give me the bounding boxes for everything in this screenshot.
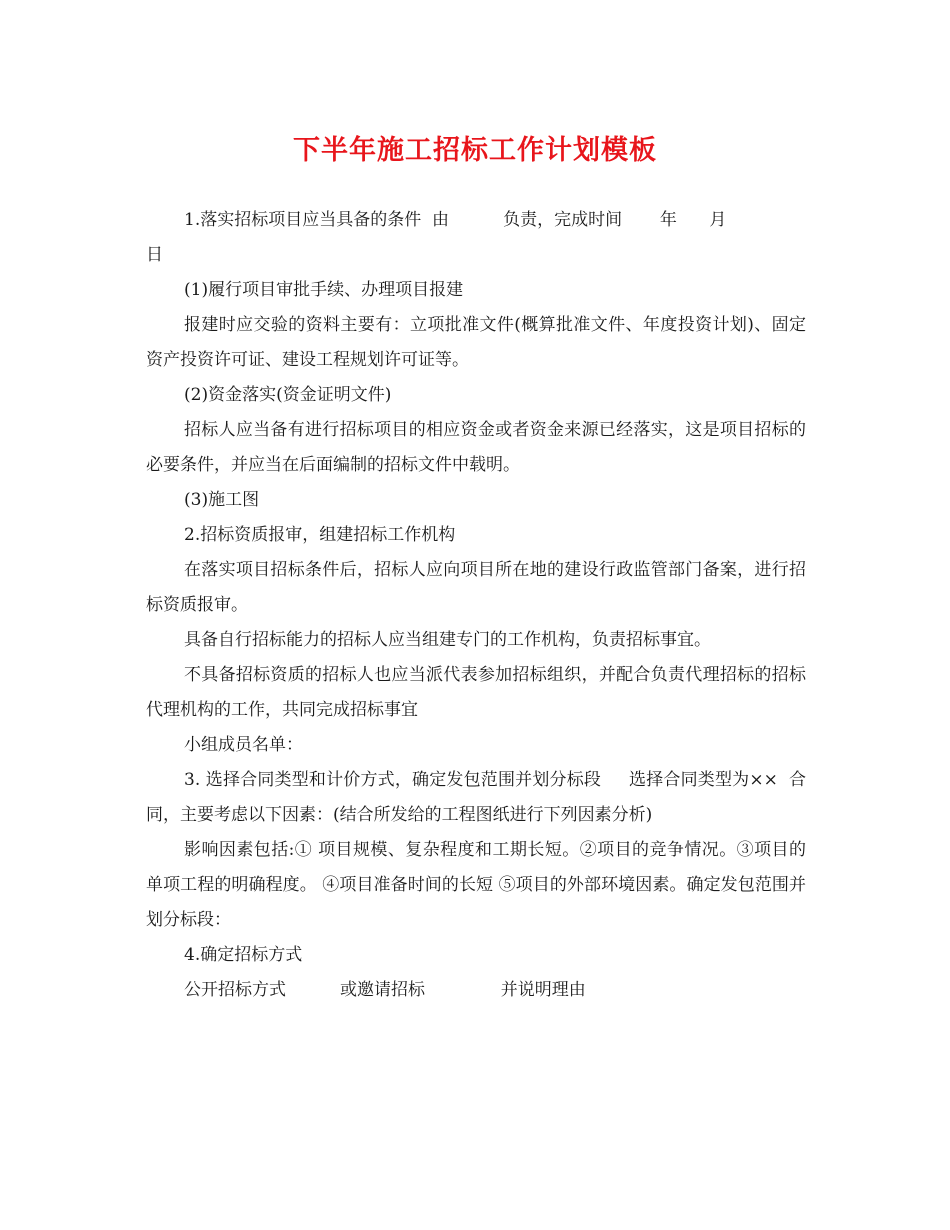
paragraph-approval-heading: (1)履行项目审批手续、办理项目报建: [184, 280, 464, 300]
paragraph-condition-day: 日: [146, 245, 163, 265]
paragraph-drawings-heading: (3)施工图: [184, 490, 260, 510]
paragraph-agency: 不具备招标资质的招标人也应当派代表参加招标组织，并配合负责代理招标的招标代理机构的工作，共同完成招标事宜: [146, 665, 806, 720]
document-title: 下半年施工招标工作计划模板: [293, 135, 657, 166]
paragraph-funding-heading: (2)资金落实(资金证明文件): [184, 385, 392, 405]
paragraph-funding-body: 招标人应当备有进行招标项目的相应资金或者资金来源已经落实，这是项目招标的必要条件，并应当在后面编制的招标文件中载明。: [146, 420, 806, 475]
paragraph-members: 小组成员名单：: [184, 735, 303, 755]
paragraph-method-options: 公开招标方式 或邀请招标 并说明理由: [184, 980, 586, 1000]
paragraph-approval-body: 报建时应交验的资料主要有：立项批准文件(概算批准文件、年度投资计划)、固定资产投资许可证、建设工程规划许可证等。: [146, 315, 806, 370]
paragraph-qualification-heading: 2.招标资质报审，组建招标工作机构: [184, 525, 456, 545]
paragraph-contract-type: 3. 选择合同类型和计价方式，确定发包范围并划分标段 选择合同类型为×× 合同，主要考虑以下因素：(结合所发给的工程图纸进行下列因素分析): [146, 770, 806, 825]
paragraph-method-heading: 4.确定招标方式: [184, 945, 303, 965]
paragraph-condition-heading: 1.落实招标项目应当具备的条件 由 负责，完成时间 年 月: [184, 210, 727, 230]
paragraph-factors: 影响因素包括:① 项目规模、复杂程度和工期长短。②项目的竞争情况。③项目的单项工程的明确程度。 ④项目准备时间的长短 ⑤项目的外部环境因素。确定发包范围并划分标段：: [146, 840, 806, 930]
paragraph-qualification-body: 在落实项目招标条件后，招标人应向项目所在地的建设行政监管部门备案，进行招标资质报审。: [146, 560, 806, 615]
document-body: [146, 203, 806, 1008]
paragraph-self-tender: 具备自行招标能力的招标人应当组建专门的工作机构，负责招标事宜。: [184, 630, 711, 650]
